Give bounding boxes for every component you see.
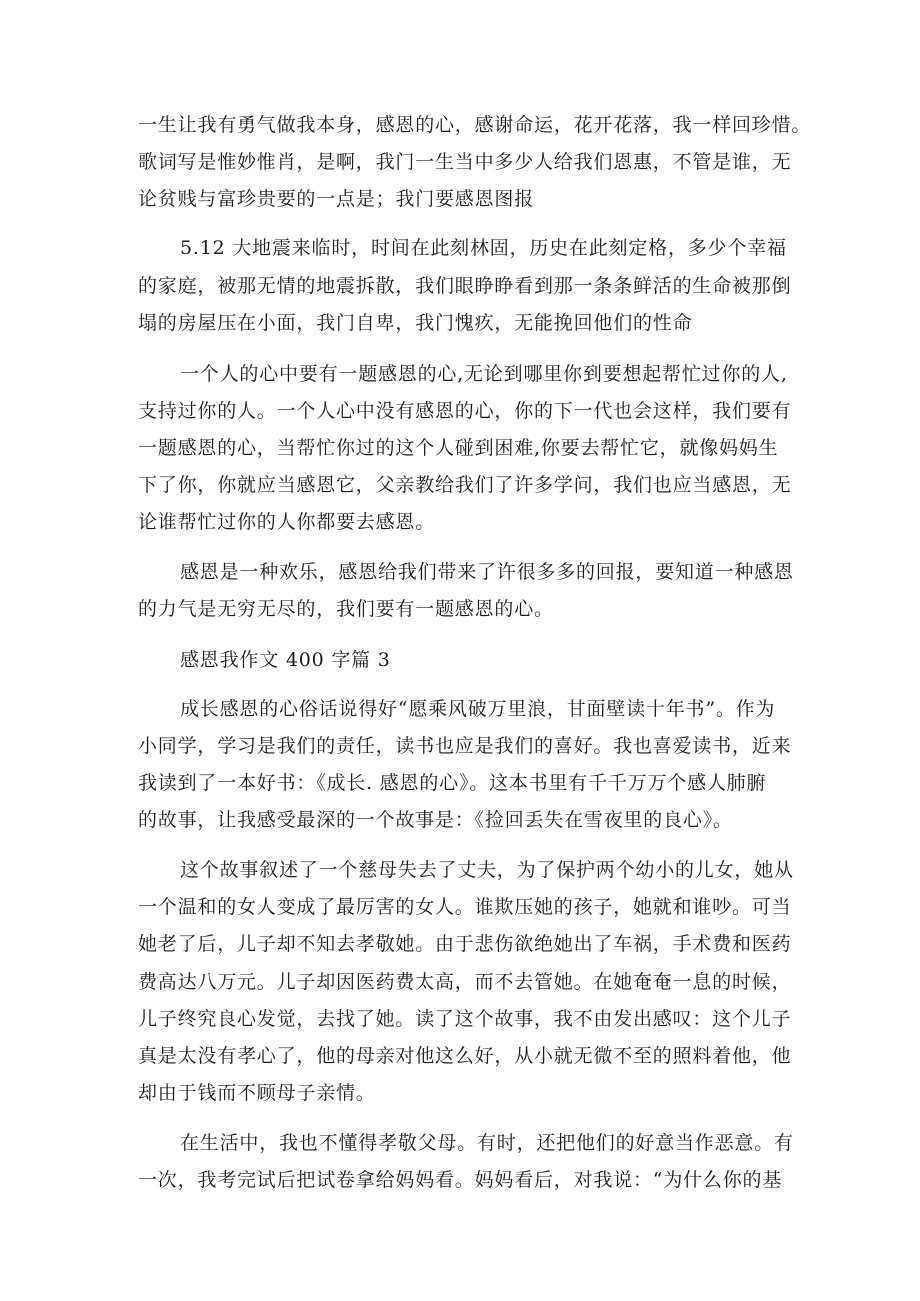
paragraph-1-line-2: 歌词写是惟妙惟肖，是啊，我门一生当中多少人给我们恩惠，不管是谁，无 <box>138 151 792 173</box>
paragraph-4-line-1: 感恩是一种欢乐，感恩给我们带来了许很多多的回报，要知道一种感恩 <box>180 561 794 583</box>
paragraph-3-line-4: 下了你，你就应当感恩它，父亲教给我们了许多学问，我们也应当感恩，无 <box>138 474 792 496</box>
paragraph-3-line-3: 一题感恩的心，当帮忙你过的这个人碰到困难,你要去帮忙它，就像妈妈生 <box>138 437 779 459</box>
paragraph-3-line-1: 一个人的心中要有一题感恩的心,无论到哪里你到要想起帮忙过你的人, <box>180 363 788 385</box>
paragraph-3-line-2: 支持过你的人。一个人心中没有感恩的心，你的下一代也会这样，我们要有 <box>138 400 792 422</box>
paragraph-6-line-3: 我读到了一本好书：《成长. 感恩的心》。这本书里有千千万万个感人肺腑 <box>138 772 767 794</box>
paragraph-6-line-4: 的故事，让我感受最深的一个故事是：《捡回丢失在雪夜里的良心》。 <box>138 809 733 831</box>
paragraph-2-line-3: 塌的房屋压在小面，我门自卑，我门愧疚，无能挽回他们的性命 <box>138 312 693 334</box>
paragraph-1-line-1: 一生让我有勇气做我本身，感恩的心，感谢命运，花开花落，我一样回珍惜。 <box>138 114 812 136</box>
paragraph-7-line-5: 儿子终究良心发觉，去找了她。读了这个故事，我不由发出感叹：这个儿子 <box>138 1008 792 1030</box>
paragraph-6-line-1: 成长感恩的心俗话说得好“愿乘风破万里浪，甘面壁读十年书”。作为 <box>180 698 776 720</box>
paragraph-6-line-2: 小同学，学习是我们的责任，读书也应是我们的喜好。我也喜爱读书，近来 <box>138 735 792 757</box>
paragraph-8-line-2: 一次，我考完试后把试卷拿给妈妈看。妈妈看后，对我说：“为什么你的基 <box>138 1169 783 1191</box>
paragraph-7-line-3: 她老了后，儿子却不知去孝敬她。由于悲伤欲绝她出了车祸，手术费和医药 <box>138 933 792 955</box>
paragraph-7-line-1: 这个故事叙述了一个慈母失去了丈夫，为了保护两个幼小的儿女，她从 <box>180 859 794 881</box>
section-heading: 感恩我作文 400 字篇 3 <box>180 649 391 671</box>
paragraph-2-line-2: 的家庭，被那无情的地震拆散，我们眼睁睁看到那一条条鲜活的生命被那倒 <box>138 275 792 297</box>
paragraph-3-line-5: 论谁帮忙过你的人你都要去感恩。 <box>138 511 436 533</box>
paragraph-7-line-4: 费高达八万元。儿子却因医药费太高，而不去管她。在她奄奄一息的时候， <box>138 971 792 993</box>
paragraph-7-line-6: 真是太没有孝心了，他的母亲对他这么好，从小就无微不至的照料着他，他 <box>138 1045 792 1067</box>
paragraph-7-line-2: 一个温和的女人变成了最厉害的女人。谁欺压她的孩子，她就和谁吵。可当 <box>138 896 792 918</box>
paragraph-1-line-3: 论贫贱与富珍贵要的一点是；我门要感恩图报 <box>138 188 535 210</box>
paragraph-7-line-7: 却由于钱而不顾母子亲情。 <box>138 1082 376 1104</box>
paragraph-2-line-1: 5.12 大地震来临时，时间在此刻林固，历史在此刻定格，多少个幸福 <box>180 237 787 259</box>
paragraph-8-line-1: 在生活中，我也不懂得孝敬父母。有时，还把他们的好意当作恶意。有 <box>180 1132 794 1154</box>
paragraph-4-line-2: 的力气是无穷无尽的，我们要有一题感恩的心。 <box>138 598 554 620</box>
